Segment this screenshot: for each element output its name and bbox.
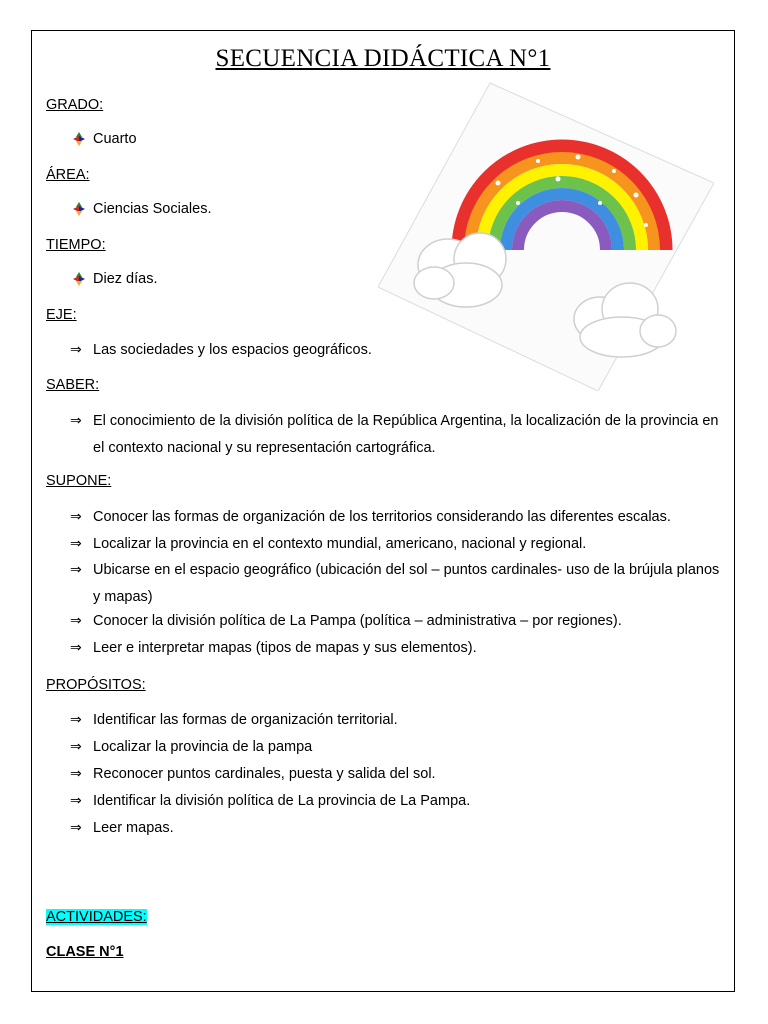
implies-arrow-icon: ⇒: [70, 342, 82, 358]
implies-arrow-icon: ⇒: [70, 562, 82, 578]
list-item: ⇒ El conocimiento de la división política de la República Argentina, la localización de la provincia en el contexto nacional y su representación cartográfica.: [70, 408, 720, 461]
heading-grado: GRADO:: [46, 97, 104, 113]
heading-eje: EJE:: [46, 307, 77, 323]
list-item: ⇒ Leer mapas.: [70, 815, 720, 842]
list-item: ⇒ Localizar la provincia en el contexto mundial, americano, nacional y regional.: [70, 531, 720, 558]
implies-arrow-icon: ⇒: [70, 766, 82, 782]
implies-arrow-icon: ⇒: [70, 739, 82, 755]
list-item: ⇒ Ubicarse en el espacio geográfico (ubicación del sol – puntos cardinales- uso de la brújula planos y mapas): [70, 557, 720, 610]
list-item: Ciencias Sociales.: [70, 196, 720, 223]
implies-arrow-icon: ⇒: [70, 413, 82, 429]
list-item: ⇒ Conocer la división política de La Pampa (política – administrativa – por regiones).: [70, 608, 720, 635]
heading-tiempo: TIEMPO:: [46, 237, 106, 253]
heading-actividades: ACTIVIDADES:: [46, 909, 147, 925]
arrow-bullet-icon: [70, 272, 90, 286]
implies-arrow-icon: ⇒: [70, 613, 82, 629]
list-item: ⇒ Leer e interpretar mapas (tipos de mapas y sus elementos).: [70, 635, 720, 662]
list-item: Diez días.: [70, 266, 720, 293]
list-item: ⇒ Localizar la provincia de la pampa: [70, 734, 720, 761]
heading-propositos: PROPÓSITOS:: [46, 677, 146, 693]
heading-supone: SUPONE:: [46, 473, 112, 489]
implies-arrow-icon: ⇒: [70, 820, 82, 836]
implies-arrow-icon: ⇒: [70, 509, 82, 525]
list-item: ⇒ Reconocer puntos cardinales, puesta y salida del sol.: [70, 761, 720, 788]
list-item: Cuarto: [70, 126, 720, 153]
list-item: ⇒ Identificar las formas de organización territorial.: [70, 707, 720, 734]
list-item: ⇒ Identificar la división política de La provincia de La Pampa.: [70, 788, 720, 815]
document-page: [31, 30, 735, 992]
implies-arrow-icon: ⇒: [70, 536, 82, 552]
heading-clase: CLASE N°1: [46, 944, 124, 960]
implies-arrow-icon: ⇒: [70, 640, 82, 656]
list-item: ⇒ Conocer las formas de organización de los territorios considerando las diferentes escalas.: [70, 504, 720, 531]
implies-arrow-icon: ⇒: [70, 793, 82, 809]
heading-area: ÁREA:: [46, 167, 90, 183]
page-title: SECUENCIA DIDÁCTICA N°1: [215, 45, 551, 72]
implies-arrow-icon: ⇒: [70, 712, 82, 728]
heading-saber: SABER:: [46, 377, 100, 393]
arrow-bullet-icon: [70, 202, 90, 216]
list-item: ⇒ Las sociedades y los espacios geográficos.: [70, 337, 720, 364]
arrow-bullet-icon: [70, 132, 90, 146]
